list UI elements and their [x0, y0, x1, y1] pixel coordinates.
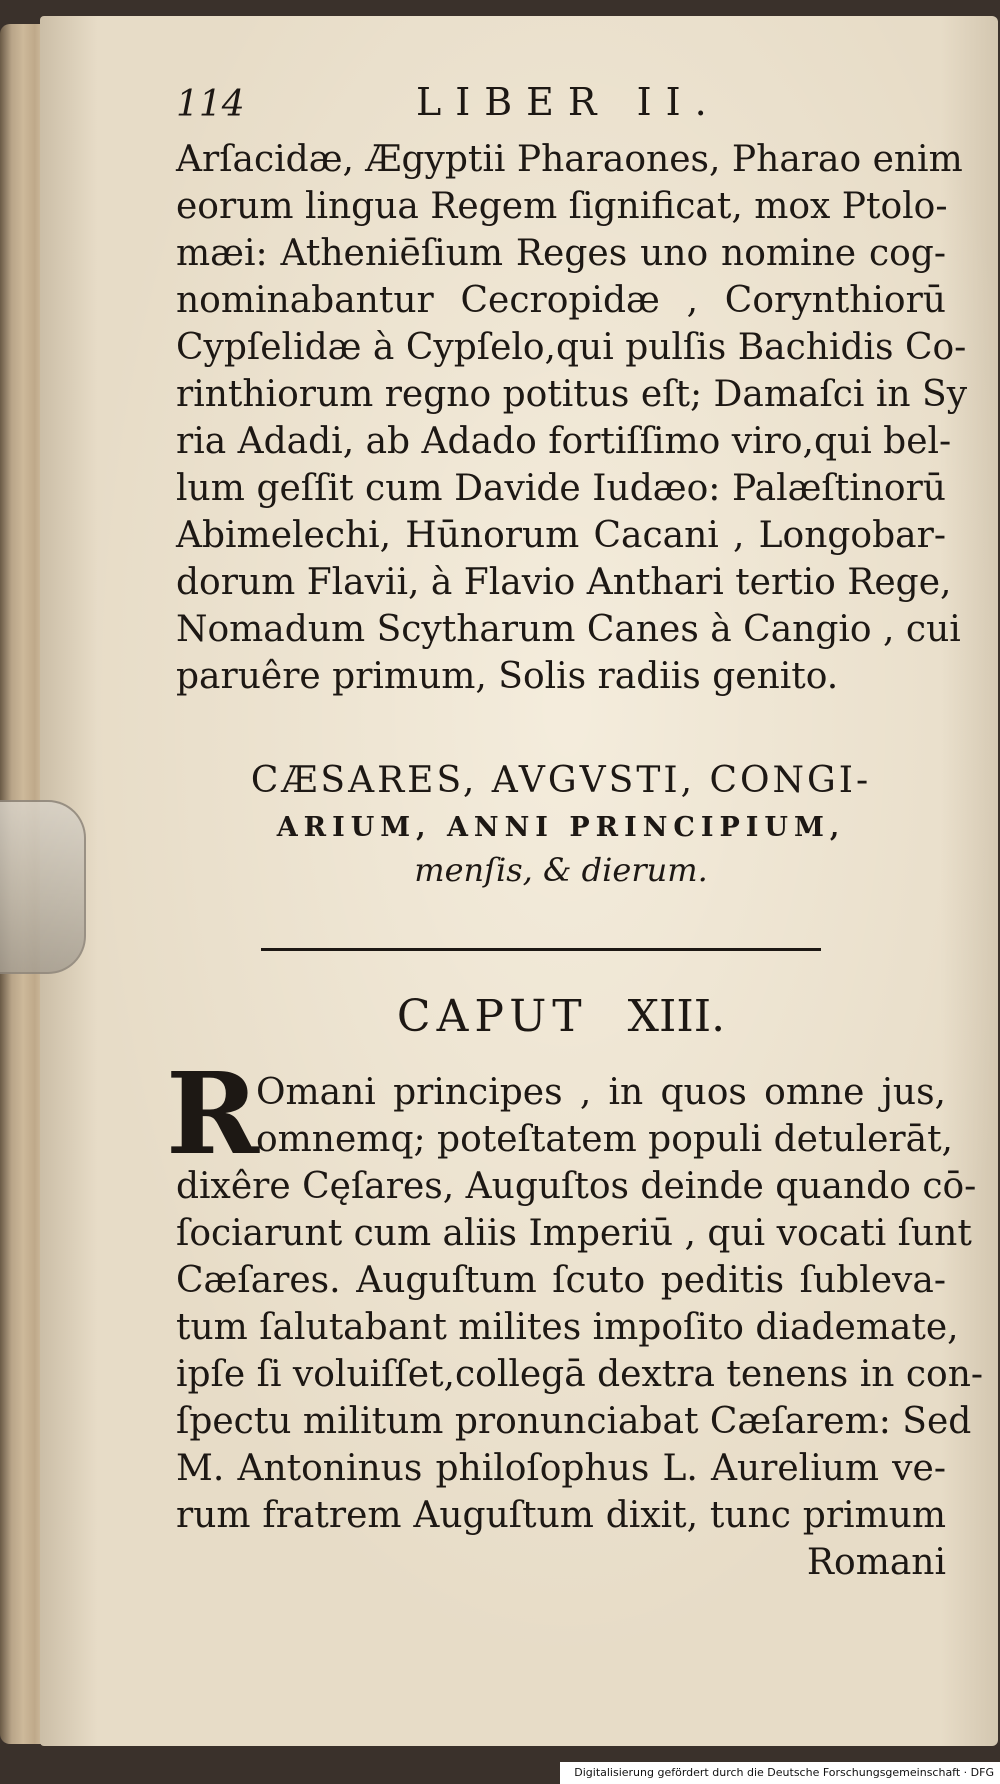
text-line: Nomadum Scytharum Canes à Cangio , cui — [176, 609, 961, 650]
text-line: ipſe ſi voluiſſet,collegā dextra tenens in con- — [176, 1354, 984, 1395]
text-line: dixêre Cęſares, Auguſtos deinde quando cō- — [176, 1166, 977, 1207]
text-line: nominabantur Cecropidæ , Corynthiorū — [176, 280, 946, 321]
chapter-number: XIII. — [627, 991, 726, 1042]
digitization-credit: Digitalisierung gefördert durch die Deutsche Forschungsgemeinschaft · DFG — [560, 1762, 1000, 1784]
text-line: Cypſelidæ à Cypſelo,qui pulſis Bachidis Co- — [176, 327, 967, 368]
paragraph-1 — [176, 136, 968, 700]
text-line: omnemq; poteſtatem populi detulerāt, — [256, 1119, 953, 1160]
page-clip — [0, 800, 86, 974]
text-line: tum ſalutabant milites impoſito diademate, — [176, 1307, 959, 1348]
text-line: ſpectu militum pronunciabat Cæſarem: Sed — [176, 1401, 972, 1442]
text-line: rinthiorum regno potitus eſt; Damaſci in Sy — [176, 374, 968, 415]
text-line: dorum Flavii, à Flavio Anthari tertio Rege, — [176, 562, 952, 603]
text-line: Cæſares. Auguſtum ſcuto peditis ſubleva- — [176, 1260, 946, 1301]
text-line: lum geſſit cum Davide Iudæo: Palæſtinorū — [176, 468, 946, 509]
text-line: Arſacidæ, Ægyptii Pharaones, Pharao enim — [176, 139, 963, 180]
section-heading-line-2: ARIUM, ANNI PRINCIPIUM, — [276, 812, 846, 843]
text-line: ria Adadi, ab Adado fortiſſimo viro,qui bel- — [176, 421, 952, 462]
text-line: Omani principes , in quos omne jus, — [256, 1072, 946, 1113]
paragraph-2 — [166, 1049, 984, 1586]
running-head: LIBER II. — [416, 80, 721, 124]
drop-cap: R — [166, 1049, 260, 1180]
text-line: paruêre primum, Solis radiis genito. — [176, 656, 839, 697]
chapter-word: CAPUT — [396, 991, 588, 1042]
page-number: 114 — [176, 84, 245, 125]
section-heading-line-3: menſis, & dierum. — [414, 851, 708, 889]
catchword: Romani — [806, 1542, 946, 1583]
text-line: Abimelechi, Hūnorum Cacani , Longobar- — [176, 515, 946, 556]
page-text — [166, 80, 984, 1586]
text-line: ſociarunt cum aliis Imperiū , qui vocati ſunt — [176, 1213, 972, 1254]
text-line: eorum lingua Regem ſignificat, mox Ptolo- — [176, 186, 948, 227]
divider-rule — [261, 948, 821, 951]
text-line: mæi: Atheniēſium Reges uno nomine cog- — [176, 233, 946, 274]
text-line: M. Antoninus philoſophus L. Aurelium ve- — [176, 1448, 946, 1489]
text-line: rum fratrem Auguſtum dixit, tunc primum — [176, 1495, 946, 1536]
chapter-heading — [176, 987, 946, 1047]
section-heading-line-1: CÆSARES, AVGVSTI, CONGI- — [250, 760, 872, 801]
page-header — [176, 80, 946, 136]
